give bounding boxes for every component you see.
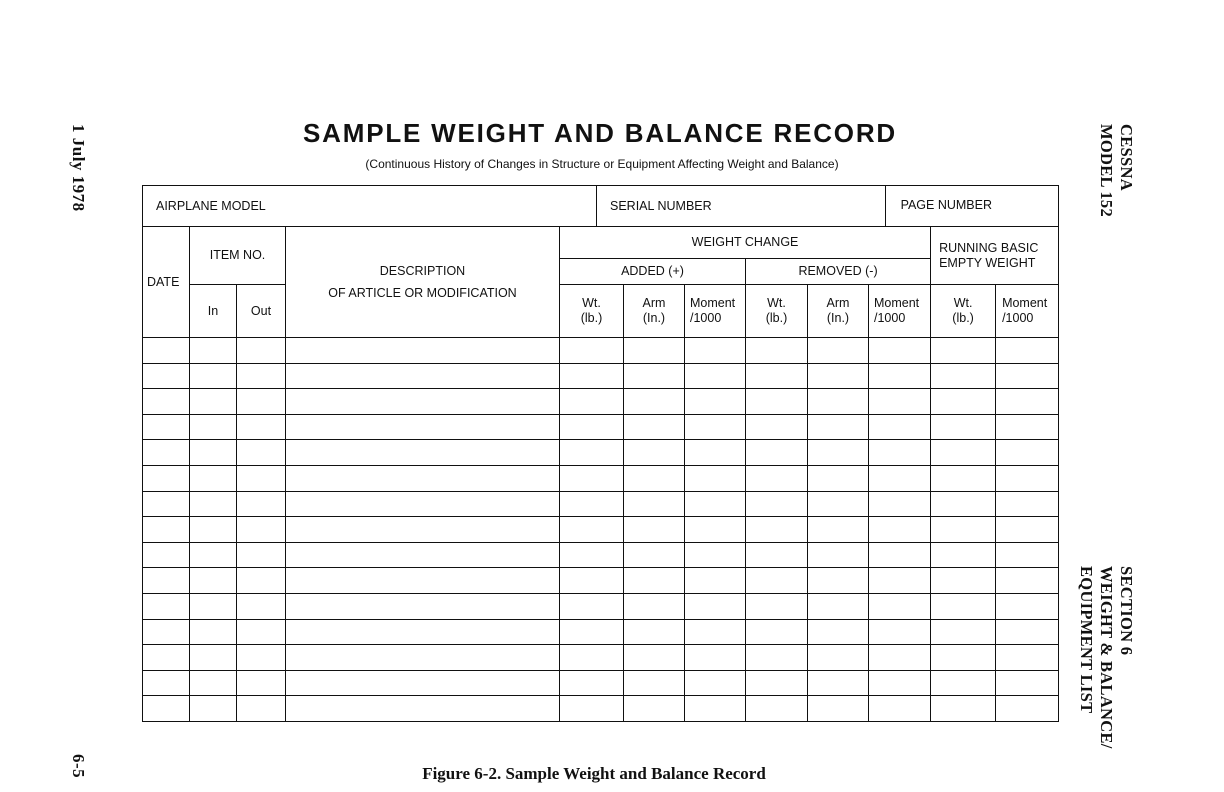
table-row (143, 670, 1059, 696)
description-header (286, 227, 560, 338)
table-row (143, 338, 1059, 364)
entry-cell[interactable] (869, 593, 931, 619)
entry-cell[interactable] (746, 440, 808, 466)
entry-cell[interactable] (286, 363, 560, 389)
margin-section-weight-balance: WEIGHT & BALANCE/ (1097, 566, 1116, 749)
entry-cell[interactable] (190, 338, 237, 364)
out-header: Out (237, 285, 286, 338)
entry-cell[interactable] (685, 696, 746, 722)
running-basic-header (931, 227, 1059, 285)
airplane-model-label: AIRPLANE MODEL (156, 198, 266, 213)
serial-number-field[interactable] (597, 186, 886, 226)
entry-cell[interactable] (869, 542, 931, 568)
entry-cell[interactable] (286, 696, 560, 722)
margin-page-number: 6-5 (69, 754, 88, 779)
entry-cell[interactable] (996, 593, 1059, 619)
table-row (143, 465, 1059, 491)
entry-cell[interactable] (808, 670, 869, 696)
entry-cell[interactable] (808, 568, 869, 594)
entry-cell[interactable] (996, 670, 1059, 696)
entry-cell[interactable] (931, 338, 996, 364)
entry-cell[interactable] (931, 440, 996, 466)
entry-cell[interactable] (808, 465, 869, 491)
entry-cell[interactable] (869, 670, 931, 696)
entry-cell[interactable] (869, 568, 931, 594)
entry-cell[interactable] (808, 517, 869, 543)
entry-cell[interactable] (808, 593, 869, 619)
running-wt-header: Wt. (lb.) (931, 285, 996, 338)
entry-cell[interactable] (746, 517, 808, 543)
entry-cell[interactable] (685, 414, 746, 440)
entry-cell[interactable] (869, 338, 931, 364)
airplane-model-field[interactable] (143, 186, 931, 227)
entry-cell[interactable] (808, 414, 869, 440)
entry-cell[interactable] (869, 465, 931, 491)
entry-cell[interactable] (808, 542, 869, 568)
page-number-field[interactable] (900, 186, 1059, 227)
entry-cell[interactable] (190, 542, 237, 568)
entry-cell[interactable] (869, 696, 931, 722)
table-row (143, 491, 1059, 517)
entry-cell[interactable] (808, 338, 869, 364)
entry-cell[interactable] (996, 696, 1059, 722)
entry-cell[interactable] (143, 670, 190, 696)
entry-cell[interactable] (237, 465, 286, 491)
table-row (143, 440, 1059, 466)
entry-cell[interactable] (685, 338, 746, 364)
entry-cell[interactable] (560, 338, 624, 364)
entry-cell[interactable] (143, 363, 190, 389)
entry-cell[interactable] (931, 465, 996, 491)
entry-cell[interactable] (286, 568, 560, 594)
entry-cell[interactable] (560, 389, 624, 415)
entry-cell[interactable] (143, 696, 190, 722)
entry-cell[interactable] (237, 568, 286, 594)
entry-cell[interactable] (237, 696, 286, 722)
entry-cell[interactable] (931, 696, 996, 722)
entry-cell[interactable] (560, 414, 624, 440)
entry-cell[interactable] (869, 414, 931, 440)
column-header-row-1 (143, 227, 1059, 259)
description-line1: DESCRIPTION (379, 264, 466, 278)
removed-wt-header: Wt. (lb.) (746, 285, 808, 338)
entry-cell[interactable] (237, 389, 286, 415)
entry-cell[interactable] (190, 645, 237, 671)
entry-cell[interactable] (746, 568, 808, 594)
margin-model: MODEL 152 (1097, 124, 1116, 217)
entry-cell[interactable] (143, 593, 190, 619)
table-row (143, 517, 1059, 543)
entry-cell[interactable] (190, 363, 237, 389)
margin-date: 1 July 1978 (69, 124, 88, 212)
entry-cell[interactable] (237, 542, 286, 568)
entry-cell[interactable] (237, 338, 286, 364)
entry-cell[interactable] (808, 491, 869, 517)
entry-cell[interactable] (237, 645, 286, 671)
weight-balance-table (142, 185, 1059, 722)
entry-cell[interactable] (931, 389, 996, 415)
entry-cell[interactable] (237, 593, 286, 619)
entry-cell[interactable] (931, 491, 996, 517)
entry-cell[interactable] (143, 414, 190, 440)
entry-cell[interactable] (560, 645, 624, 671)
entry-cell[interactable] (685, 517, 746, 543)
entry-cell[interactable] (560, 465, 624, 491)
entry-cell[interactable] (560, 568, 624, 594)
entry-cell[interactable] (286, 338, 560, 364)
entry-cell[interactable] (869, 619, 931, 645)
entry-cell[interactable] (560, 363, 624, 389)
entry-cell[interactable] (624, 363, 685, 389)
entry-cell[interactable] (286, 440, 560, 466)
table-row (143, 645, 1059, 671)
entry-cell[interactable] (286, 645, 560, 671)
entry-cell[interactable] (143, 338, 190, 364)
entry-cell[interactable] (996, 542, 1059, 568)
entry-cell[interactable] (143, 389, 190, 415)
entry-cell[interactable] (624, 619, 685, 645)
entry-cell[interactable] (286, 389, 560, 415)
entry-cell[interactable] (746, 389, 808, 415)
removed-moment-header: Moment /1000 (869, 285, 931, 338)
entry-cell[interactable] (746, 645, 808, 671)
entry-cell[interactable] (286, 414, 560, 440)
entry-cell[interactable] (996, 389, 1059, 415)
entry-cell[interactable] (143, 517, 190, 543)
entry-cell[interactable] (560, 517, 624, 543)
entry-cell[interactable] (996, 517, 1059, 543)
entry-cell[interactable] (746, 542, 808, 568)
entry-cell[interactable] (931, 619, 996, 645)
margin-cessna: CESSNA (1117, 124, 1136, 191)
entry-cell[interactable] (624, 389, 685, 415)
entry-cell[interactable] (286, 619, 560, 645)
figure-caption: Figure 6-2. Sample Weight and Balance Record (422, 764, 766, 783)
entry-cell[interactable] (685, 670, 746, 696)
entry-cell[interactable] (237, 517, 286, 543)
entry-cell[interactable] (996, 440, 1059, 466)
entry-cell[interactable] (996, 619, 1059, 645)
entry-cell[interactable] (685, 542, 746, 568)
entry-cell[interactable] (560, 619, 624, 645)
entry-cell[interactable] (624, 414, 685, 440)
margin-section-header (1076, 566, 1136, 749)
table-row (143, 568, 1059, 594)
entry-cell[interactable] (808, 389, 869, 415)
page-title: SAMPLE WEIGHT AND BALANCE RECORD (303, 118, 897, 148)
entry-cell[interactable] (560, 542, 624, 568)
entry-cell[interactable] (931, 593, 996, 619)
running-basic-line2: EMPTY WEIGHT (939, 255, 1036, 270)
entry-cell[interactable] (143, 491, 190, 517)
entry-cell[interactable] (685, 440, 746, 466)
entry-cell[interactable] (869, 440, 931, 466)
entry-cell[interactable] (746, 465, 808, 491)
added-arm-header: Arm (In.) (624, 285, 685, 338)
entry-cell[interactable] (931, 670, 996, 696)
weight-change-header: WEIGHT CHANGE (560, 227, 931, 259)
entry-cell[interactable] (931, 363, 996, 389)
entry-cell[interactable] (237, 363, 286, 389)
entry-cell[interactable] (746, 338, 808, 364)
entry-cell[interactable] (931, 542, 996, 568)
entry-cell[interactable] (190, 619, 237, 645)
entry-cell[interactable] (560, 593, 624, 619)
entry-cell[interactable] (931, 517, 996, 543)
entry-cell[interactable] (685, 645, 746, 671)
entry-cell[interactable] (624, 593, 685, 619)
entry-cell[interactable] (190, 568, 237, 594)
entry-cell[interactable] (996, 363, 1059, 389)
entry-cell[interactable] (931, 414, 996, 440)
table-row (143, 414, 1059, 440)
entry-cell[interactable] (685, 619, 746, 645)
entry-cell[interactable] (190, 440, 237, 466)
added-moment-header: Moment /1000 (685, 285, 746, 338)
entry-cell[interactable] (286, 593, 560, 619)
entry-cell[interactable] (685, 593, 746, 619)
running-moment-header: Moment /1000 (996, 285, 1059, 338)
margin-section-equipment: EQUIPMENT LIST (1077, 566, 1096, 714)
margin-section: SECTION 6 (1117, 566, 1136, 656)
entry-cell[interactable] (560, 696, 624, 722)
entry-cell[interactable] (746, 491, 808, 517)
table-row (143, 542, 1059, 568)
entry-cell[interactable] (237, 670, 286, 696)
record-rows (143, 338, 1059, 722)
entry-cell[interactable] (624, 696, 685, 722)
entry-cell[interactable] (685, 363, 746, 389)
entry-cell[interactable] (560, 491, 624, 517)
entry-cell[interactable] (237, 440, 286, 466)
entry-cell[interactable] (685, 389, 746, 415)
entry-cell[interactable] (746, 593, 808, 619)
entry-cell[interactable] (286, 542, 560, 568)
table-row (143, 619, 1059, 645)
entry-cell[interactable] (869, 645, 931, 671)
entry-cell[interactable] (560, 670, 624, 696)
added-wt-header: Wt. (lb.) (560, 285, 624, 338)
entry-cell[interactable] (143, 542, 190, 568)
entry-cell[interactable] (685, 465, 746, 491)
entry-cell[interactable] (746, 363, 808, 389)
added-header: ADDED (+) (560, 259, 746, 285)
entry-cell[interactable] (624, 670, 685, 696)
entry-cell[interactable] (808, 440, 869, 466)
entry-cell[interactable] (996, 414, 1059, 440)
entry-cell[interactable] (624, 517, 685, 543)
entry-cell[interactable] (624, 542, 685, 568)
entry-cell[interactable] (869, 491, 931, 517)
entry-cell[interactable] (808, 363, 869, 389)
entry-cell[interactable] (931, 568, 996, 594)
entry-cell[interactable] (996, 338, 1059, 364)
description-line2: OF ARTICLE OR MODIFICATION (328, 286, 517, 300)
entry-cell[interactable] (237, 491, 286, 517)
item-no-header: ITEM NO. (190, 227, 286, 285)
entry-cell[interactable] (685, 491, 746, 517)
entry-cell[interactable] (746, 414, 808, 440)
entry-cell[interactable] (624, 568, 685, 594)
entry-cell[interactable] (996, 465, 1059, 491)
entry-cell[interactable] (996, 491, 1059, 517)
entry-cell[interactable] (286, 465, 560, 491)
entry-cell[interactable] (746, 670, 808, 696)
removed-arm-header: Arm (In.) (808, 285, 869, 338)
entry-cell[interactable] (869, 389, 931, 415)
entry-cell[interactable] (143, 619, 190, 645)
table-row (143, 696, 1059, 722)
entry-cell[interactable] (143, 465, 190, 491)
entry-cell[interactable] (560, 440, 624, 466)
entry-cell[interactable] (190, 389, 237, 415)
entry-cell[interactable] (624, 338, 685, 364)
date-header: DATE (143, 227, 190, 338)
entry-cell[interactable] (746, 619, 808, 645)
entry-cell[interactable] (190, 491, 237, 517)
entry-cell[interactable] (286, 670, 560, 696)
in-header: In (190, 285, 237, 338)
entry-cell[interactable] (237, 414, 286, 440)
entry-cell[interactable] (286, 517, 560, 543)
running-basic-line1: RUNNING BASIC (939, 240, 1039, 255)
entry-cell[interactable] (808, 696, 869, 722)
column-header-row-3 (143, 285, 1059, 338)
entry-cell[interactable] (190, 414, 237, 440)
entry-cell[interactable] (143, 440, 190, 466)
entry-cell[interactable] (996, 645, 1059, 671)
entry-cell[interactable] (869, 363, 931, 389)
entry-cell[interactable] (190, 696, 237, 722)
page-subtitle: (Continuous History of Changes in Structure or Equipment Affecting Weight and Balance) (365, 157, 839, 171)
page-number-label: PAGE NUMBER (900, 198, 993, 212)
entry-cell[interactable] (190, 593, 237, 619)
table-row (143, 593, 1059, 619)
entry-cell[interactable] (996, 568, 1059, 594)
entry-cell[interactable] (143, 645, 190, 671)
entry-cell[interactable] (190, 517, 237, 543)
entry-cell[interactable] (624, 465, 685, 491)
entry-cell[interactable] (808, 645, 869, 671)
entry-cell[interactable] (190, 465, 237, 491)
table-row (143, 363, 1059, 389)
entry-cell[interactable] (746, 696, 808, 722)
entry-cell[interactable] (286, 491, 560, 517)
entry-cell[interactable] (624, 645, 685, 671)
entry-cell[interactable] (237, 619, 286, 645)
entry-cell[interactable] (624, 440, 685, 466)
removed-header: REMOVED (-) (746, 259, 931, 285)
form-header-row (143, 186, 1059, 227)
entry-cell[interactable] (685, 568, 746, 594)
entry-cell[interactable] (931, 645, 996, 671)
entry-cell[interactable] (143, 568, 190, 594)
table-row (143, 389, 1059, 415)
entry-cell[interactable] (808, 619, 869, 645)
entry-cell[interactable] (190, 670, 237, 696)
serial-number-label: SERIAL NUMBER (610, 198, 712, 213)
entry-cell[interactable] (869, 517, 931, 543)
entry-cell[interactable] (624, 491, 685, 517)
